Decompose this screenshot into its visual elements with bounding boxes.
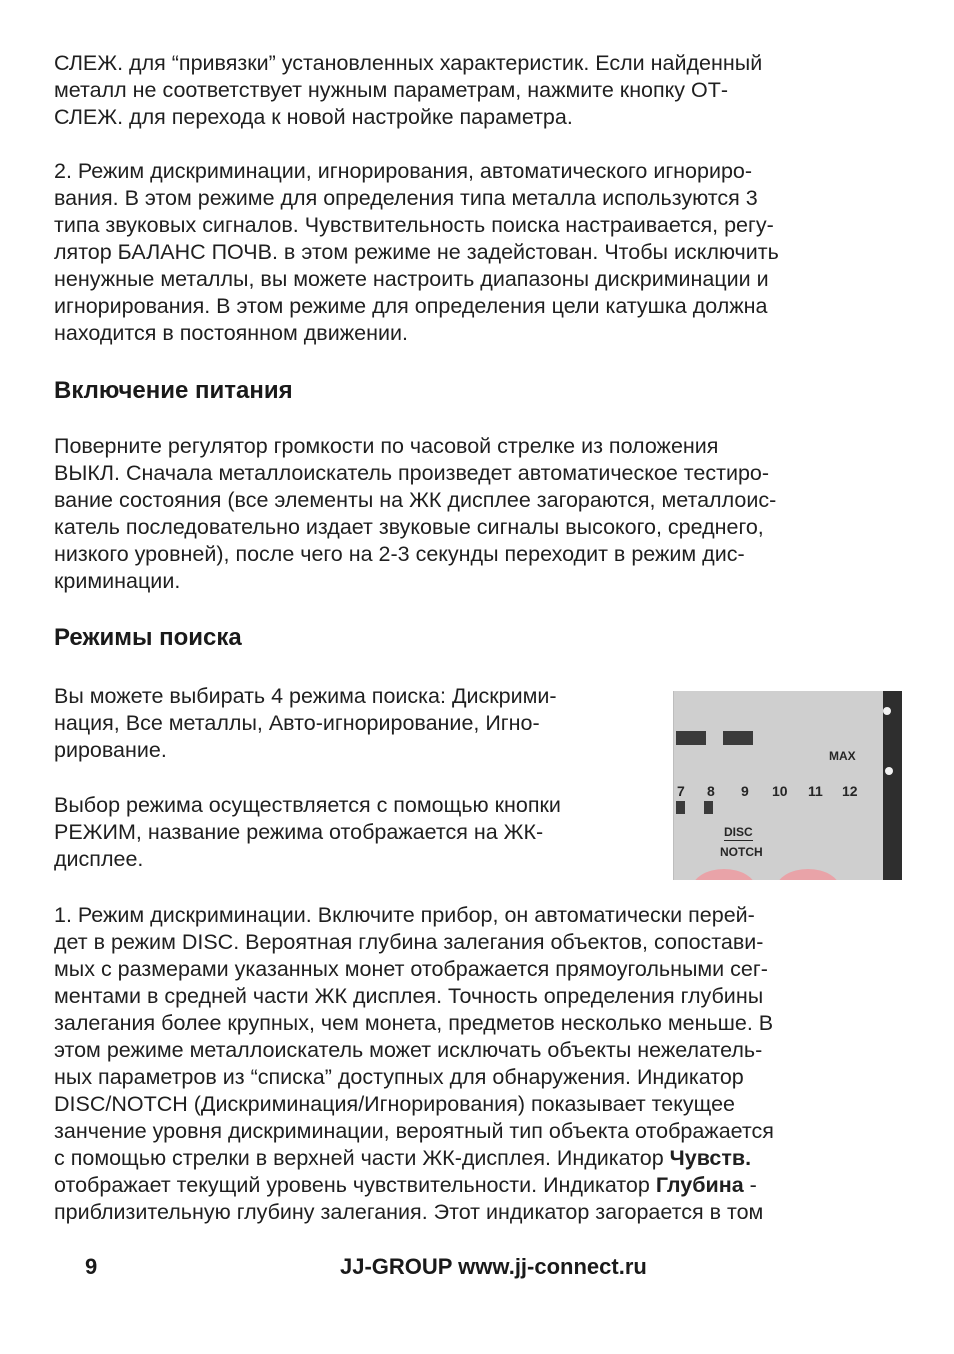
lcd-dot-middle xyxy=(885,767,893,775)
lcd-notch-label: NOTCH xyxy=(720,845,763,859)
paragraph-disc-mode-part3: - приблизительную глубину залегания. Этот индикатор загорается в том xyxy=(54,1173,764,1224)
text-block-1 xyxy=(54,50,900,131)
lcd-scale-12: 12 xyxy=(842,783,858,799)
text-block-6 xyxy=(54,902,900,1226)
lcd-segment-3 xyxy=(676,801,685,814)
lcd-button-right xyxy=(776,869,840,880)
heading-power-section xyxy=(54,377,900,405)
page-number: 9 xyxy=(85,1254,98,1279)
paragraph-disc-mode-part2: отображает текущий уровень чувствительности. Индикатор xyxy=(54,1173,650,1197)
lcd-scale-8: 8 xyxy=(707,783,715,799)
lcd-button-left xyxy=(692,869,756,880)
lcd-display-image xyxy=(673,691,902,880)
text-block-5 xyxy=(54,792,648,873)
paragraph-discrimination-mode: 2. Режим дискриминации, игнорирования, автоматического игнориро- вания. В этом режиме для определения типа металла используются 3 типа звуковых сигналов. Чувствительность поиска настраивается, регу- лятор БАЛАНС ПОЧВ. в этом режиме не задейстован. Чтобы исключить ненужные металлы, вы можете настроить диапазоны дискриминации и игнорирования. В этом режиме для определения цели катушка должна находится в постоянном движении. xyxy=(54,159,779,345)
paragraph-mode-select: Выбор режима осуществляется с помощью кнопки РЕЖИМ, название режима отображается на ЖК- дисплее. xyxy=(54,793,561,871)
sensitivity-term: Чувств. xyxy=(669,1146,752,1170)
paragraph-disc-mode-part1: 1. Режим дискриминации. Включите прибор, он автоматически перей- дет в режим DISC. Вероятная глубина залегания объектов, сопостави- мых с размерами указанных монет отображается прямоугольными сег- ментами в средней части ЖК дисплея. Точность определения глубины залегания более крупных, чем монета, предметов несколько меньше. В этом режиме металлоискатель может исключать объекты нежелатель- ных параметров из “списка” доступных для обнаружения. Индикатор DISC/NOTCH (Дискриминация/Игнорирования) показывает текущее занчение уровня дискриминации, вероятный тип объекта отображается с помощью стрелки в верхней части ЖК-дисплея. Индикатор xyxy=(54,903,774,1170)
heading-power: Включение питания xyxy=(54,377,293,404)
lcd-edge xyxy=(883,691,902,880)
lcd-segment-2 xyxy=(723,731,753,745)
lcd-segment-4 xyxy=(704,801,713,814)
paragraph-power-on: Поверните регулятор громкости по часовой стрелке из положения ВЫКЛ. Сначала металлоискатель произведет автоматическое тестиро- вание состояния (все элементы на ЖК дисплее загораются, металлоис- катель последовательно издает звуковые сигналы высокого, среднего, низкого уровней), после чего на 2-3 секунды переходит в режим дис- криминации. xyxy=(54,434,777,593)
lcd-disc-label: DISC xyxy=(724,825,753,839)
lcd-scale-9: 9 xyxy=(741,783,749,799)
lcd-max-label: MAX xyxy=(829,749,856,763)
lcd-dot-top xyxy=(883,707,891,715)
paragraph-disc-mode xyxy=(54,902,900,1226)
paragraph-lock-description: СЛЕЖ. для “привязки” установленных характеристик. Если найденный металл не соответствует нужным параметрам, нажмите кнопку ОТ- СЛЕЖ. для перехода к новой настройке параметра. xyxy=(54,51,763,129)
text-block-2 xyxy=(54,158,900,347)
lcd-scale-11: 11 xyxy=(808,783,823,799)
heading-modes-section xyxy=(54,624,900,652)
lcd-scale-10: 10 xyxy=(772,783,788,799)
heading-modes: Режимы поиска xyxy=(54,624,242,651)
lcd-segment-1 xyxy=(676,731,706,745)
text-block-3 xyxy=(54,433,900,595)
depth-term: Глубина xyxy=(655,1173,744,1197)
footer-brand: JJ-GROUP www.jj-connect.ru xyxy=(340,1254,647,1279)
lcd-scale-7: 7 xyxy=(677,783,685,799)
paragraph-four-modes: Вы можете выбирать 4 режима поиска: Дискрими- нация, Все металлы, Авто-игнорирование, Игно- рирование. xyxy=(54,684,557,762)
text-block-4 xyxy=(54,683,648,764)
